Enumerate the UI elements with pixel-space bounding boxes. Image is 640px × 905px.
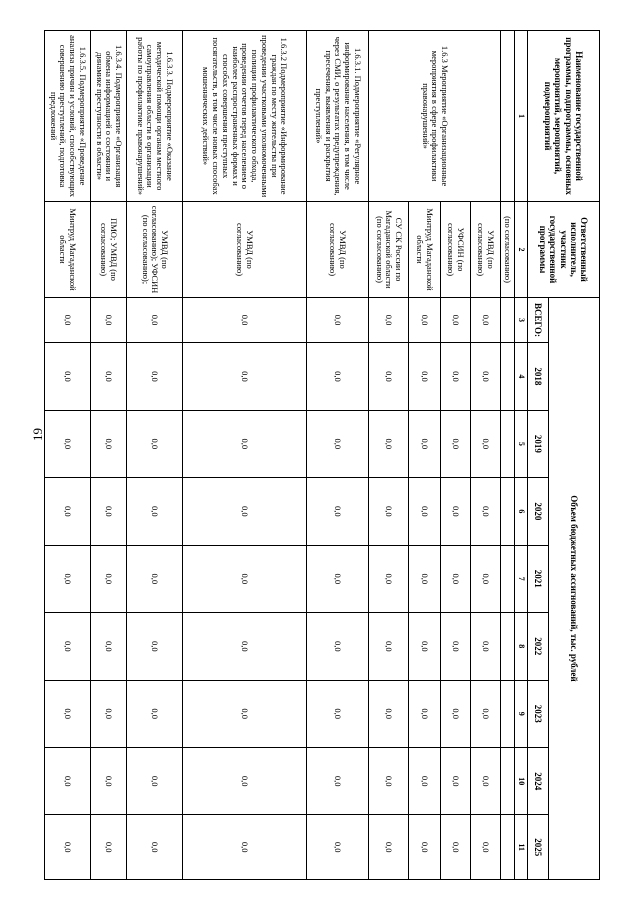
row-value xyxy=(501,478,515,545)
table-row xyxy=(471,31,501,880)
row-value: 0,0 xyxy=(471,297,501,342)
row-value: 0,0 xyxy=(441,613,471,680)
row-value: 0,0 xyxy=(409,297,441,342)
row-value: 0,0 xyxy=(45,680,91,747)
row-executor: СУ СК России по Магаданской области (по согласованию) xyxy=(369,202,409,298)
row-value: 0,0 xyxy=(409,747,441,814)
row-value: 0,0 xyxy=(127,613,183,680)
row-value: 0,0 xyxy=(441,343,471,410)
budget-table xyxy=(44,30,600,880)
row-value: 0,0 xyxy=(307,613,369,680)
header-budget: Объем бюджетных ассигнований, тыс. рублей xyxy=(549,297,600,879)
row-value: 0,0 xyxy=(409,680,441,747)
table-row xyxy=(183,31,307,880)
row-name: 1.6.3.2 Подмероприятие «Информирование граждан по месту жительства при проведении участковыми уполномоченными полиции профилактического обхода, проведении отчетов перед населением о наиболее распространенных формах и способах совершения преступных посягательств, в том числе новых способах мошеннических действий» xyxy=(183,31,307,202)
header-executor: Ответственный исполнитель, участник государственной программы xyxy=(528,202,600,298)
row-value xyxy=(501,297,515,342)
row-value: 0,0 xyxy=(91,815,127,880)
column-number: 9 xyxy=(515,680,528,747)
row-value: 0,0 xyxy=(471,545,501,612)
row-value: 0,0 xyxy=(183,815,307,880)
table-row xyxy=(501,31,515,880)
row-value: 0,0 xyxy=(183,747,307,814)
column-number: 5 xyxy=(515,410,528,477)
row-value xyxy=(501,545,515,612)
row-value: 0,0 xyxy=(127,545,183,612)
column-number: 2 xyxy=(515,202,528,298)
row-value: 0,0 xyxy=(369,545,409,612)
header-row xyxy=(549,31,600,880)
row-value: 0,0 xyxy=(369,613,409,680)
row-value: 0,0 xyxy=(45,478,91,545)
row-value: 0,0 xyxy=(183,613,307,680)
row-value: 0,0 xyxy=(127,297,183,342)
row-value xyxy=(501,343,515,410)
row-value xyxy=(501,410,515,477)
column-number: 11 xyxy=(515,815,528,880)
header-year: 2023 xyxy=(528,680,549,747)
column-number: 10 xyxy=(515,747,528,814)
column-number: 4 xyxy=(515,343,528,410)
row-value: 0,0 xyxy=(45,613,91,680)
page-number: 19 xyxy=(30,428,45,441)
row-value: 0,0 xyxy=(409,343,441,410)
row-executor: УМВД (по согласованию) xyxy=(307,202,369,298)
row-value: 0,0 xyxy=(91,680,127,747)
row-value xyxy=(501,815,515,880)
row-value: 0,0 xyxy=(369,343,409,410)
row-value: 0,0 xyxy=(441,297,471,342)
row-executor: УФСИН (по согласованию) xyxy=(441,202,471,298)
column-number: 3 xyxy=(515,297,528,342)
row-value: 0,0 xyxy=(369,410,409,477)
row-value: 0,0 xyxy=(183,478,307,545)
row-value: 0,0 xyxy=(441,680,471,747)
table-row xyxy=(45,31,91,880)
row-value: 0,0 xyxy=(127,747,183,814)
column-number: 6 xyxy=(515,478,528,545)
row-value: 0,0 xyxy=(441,478,471,545)
row-value: 0,0 xyxy=(307,343,369,410)
row-value: 0,0 xyxy=(369,747,409,814)
row-value: 0,0 xyxy=(307,680,369,747)
header-year: 2025 xyxy=(528,815,549,880)
row-value: 0,0 xyxy=(91,545,127,612)
row-name: 1.6.3.5. Подмероприятие «Проведение анализа причин и условий, способствующих совершению преступлений, подготовка предложений xyxy=(45,31,91,202)
row-value: 0,0 xyxy=(45,410,91,477)
column-number: 7 xyxy=(515,545,528,612)
row-value: 0,0 xyxy=(127,478,183,545)
row-value: 0,0 xyxy=(307,815,369,880)
row-value: 0,0 xyxy=(91,747,127,814)
row-value: 0,0 xyxy=(441,747,471,814)
row-executor: ПМО; УМВД (по согласованию) xyxy=(91,202,127,298)
table-row xyxy=(91,31,127,880)
row-value: 0,0 xyxy=(409,478,441,545)
row-value: 0,0 xyxy=(409,613,441,680)
row-name: 1.6.3.4. Подмероприятие «Организация обмена информацией о состоянии и динамике преступности в области» xyxy=(91,31,127,202)
row-value: 0,0 xyxy=(183,680,307,747)
row-value: 0,0 xyxy=(409,545,441,612)
row-executor: УМВД (по согласованию) xyxy=(471,202,501,298)
row-executor: Минтруд Магаданской области xyxy=(45,202,91,298)
row-name: 1.6.3.3. Подмероприятие «Оказание методической помощи органам местного самоуправления области в организации работы по профилактике правонарушений» xyxy=(127,31,183,202)
row-value: 0,0 xyxy=(307,545,369,612)
row-name xyxy=(501,31,515,202)
row-value: 0,0 xyxy=(471,815,501,880)
row-value: 0,0 xyxy=(369,478,409,545)
header-year: 2024 xyxy=(528,747,549,814)
header-year: 2019 xyxy=(528,410,549,477)
row-value: 0,0 xyxy=(471,613,501,680)
row-value: 0,0 xyxy=(127,343,183,410)
row-executor: (по согласованию) xyxy=(501,202,515,298)
table-row xyxy=(307,31,369,880)
row-value xyxy=(501,613,515,680)
row-value: 0,0 xyxy=(45,545,91,612)
row-value: 0,0 xyxy=(369,297,409,342)
row-value: 0,0 xyxy=(91,410,127,477)
row-value: 0,0 xyxy=(45,343,91,410)
row-value: 0,0 xyxy=(471,747,501,814)
row-value: 0,0 xyxy=(183,297,307,342)
column-numbers-row xyxy=(515,31,528,880)
row-value: 0,0 xyxy=(127,410,183,477)
row-value: 0,0 xyxy=(307,297,369,342)
header-total: ВСЕГО: xyxy=(528,297,549,342)
row-value: 0,0 xyxy=(91,343,127,410)
row-value: 0,0 xyxy=(45,747,91,814)
table-row xyxy=(127,31,183,880)
row-value: 0,0 xyxy=(441,815,471,880)
header-year: 2022 xyxy=(528,613,549,680)
row-value: 0,0 xyxy=(45,815,91,880)
row-value: 0,0 xyxy=(127,680,183,747)
row-value: 0,0 xyxy=(307,478,369,545)
row-value: 0,0 xyxy=(307,747,369,814)
row-value: 0,0 xyxy=(471,478,501,545)
row-value: 0,0 xyxy=(183,545,307,612)
row-executor: УМВД (по согласованию) xyxy=(183,202,307,298)
document-sheet xyxy=(50,30,600,880)
header-year: 2020 xyxy=(528,478,549,545)
row-value: 0,0 xyxy=(183,343,307,410)
row-value: 0,0 xyxy=(441,410,471,477)
row-value: 0,0 xyxy=(471,410,501,477)
column-number: 8 xyxy=(515,613,528,680)
header-name: Наименование государственной программы, подпрограммы, основных мероприятий, мероприятий, подмероприятий xyxy=(528,31,600,202)
row-value: 0,0 xyxy=(471,343,501,410)
row-value: 0,0 xyxy=(91,613,127,680)
row-name: 1.6.3 Мероприятие «Организационные мероприятия в сфере профилактики правонарушений» xyxy=(369,31,501,202)
row-value: 0,0 xyxy=(183,410,307,477)
row-value: 0,0 xyxy=(127,815,183,880)
header-year: 2021 xyxy=(528,545,549,612)
row-value: 0,0 xyxy=(91,297,127,342)
row-value: 0,0 xyxy=(409,815,441,880)
row-value: 0,0 xyxy=(307,410,369,477)
row-value: 0,0 xyxy=(45,297,91,342)
row-executor: Минтруд Магаданской области xyxy=(409,202,441,298)
header-year: 2018 xyxy=(528,343,549,410)
row-value: 0,0 xyxy=(369,815,409,880)
row-executor: УМВД (по согласованию); УФСИН (по согласованию); xyxy=(127,202,183,298)
row-value: 0,0 xyxy=(441,545,471,612)
column-number: 1 xyxy=(515,31,528,202)
row-name: 1.6.3.1. Подмероприятие «Регулярное информирование населения, в том числе через СМИ, о результатах предупреждения, пресечения, выявления и раскрытия преступлений» xyxy=(307,31,369,202)
row-value xyxy=(501,747,515,814)
row-value: 0,0 xyxy=(409,410,441,477)
row-value: 0,0 xyxy=(471,680,501,747)
row-value: 0,0 xyxy=(91,478,127,545)
row-value xyxy=(501,680,515,747)
row-value: 0,0 xyxy=(369,680,409,747)
